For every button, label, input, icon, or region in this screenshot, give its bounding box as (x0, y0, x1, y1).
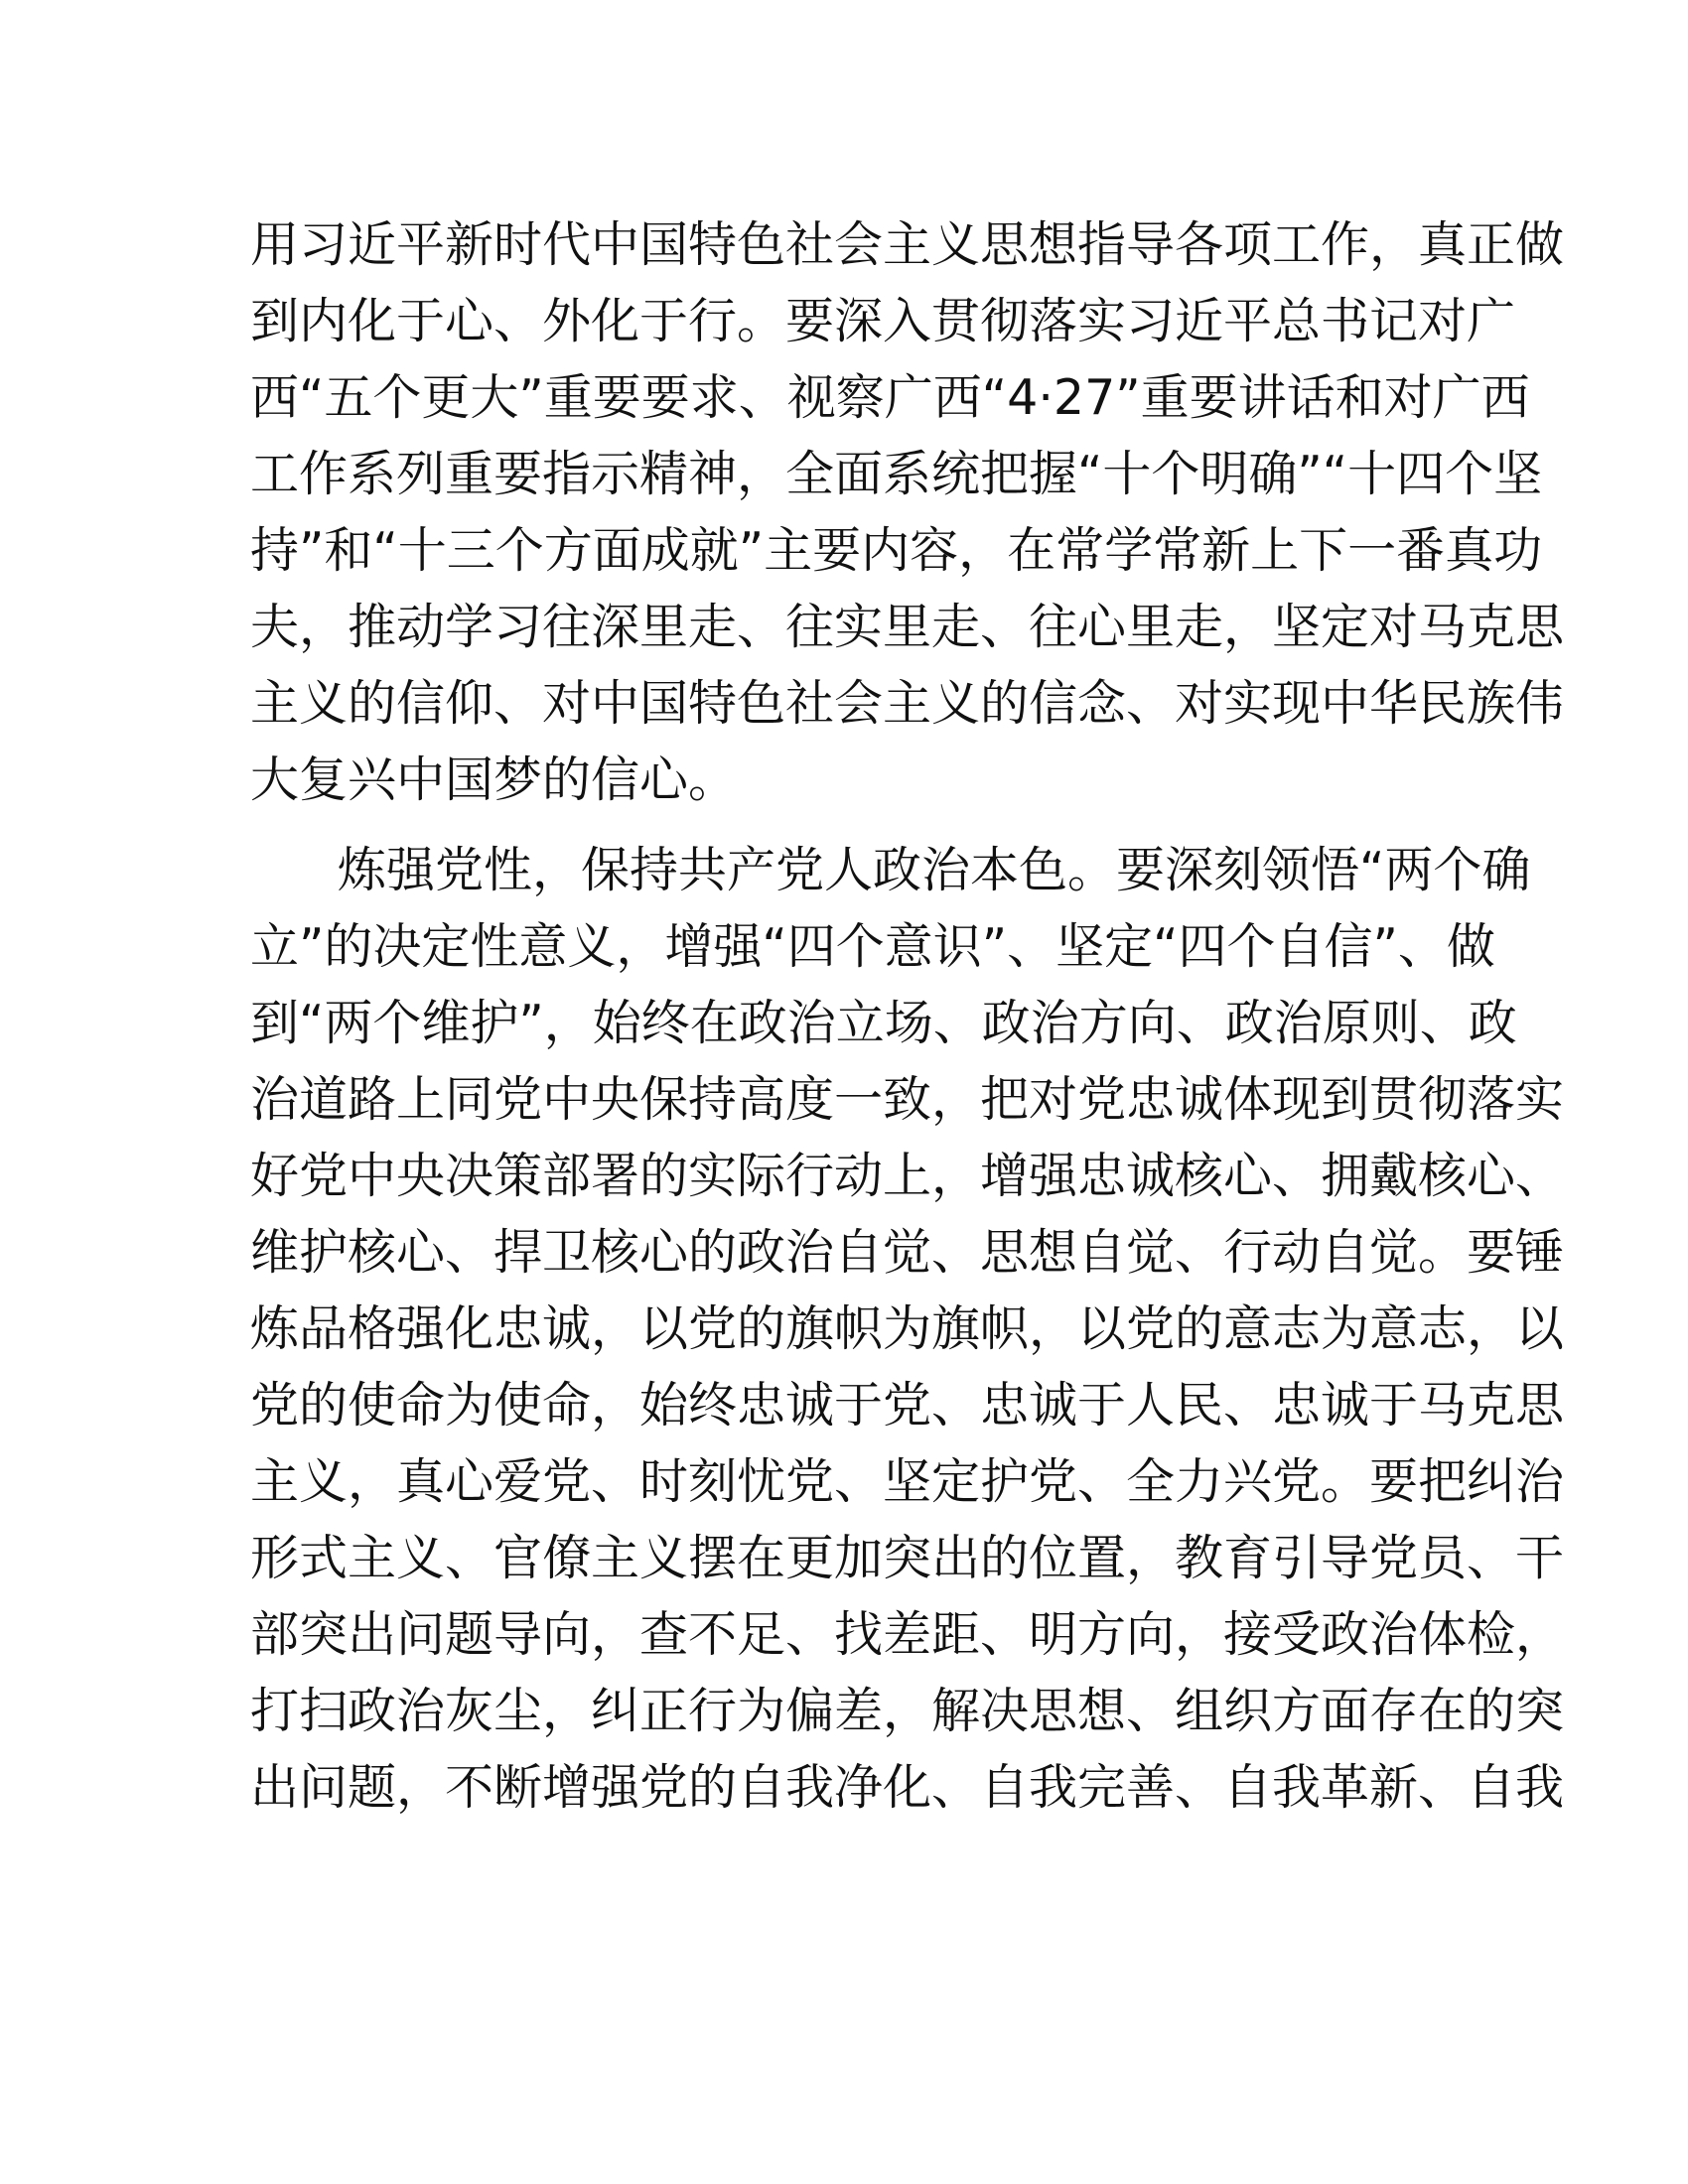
text-line: 打扫政治灰尘，纠正行为偏差，解决思想、组织方面存在的突 (250, 1683, 1565, 1739)
text-line: 到“两个维护”，始终在政治立场、政治方向、政治原则、政 (250, 995, 1517, 1051)
text-line: 治道路上同党中央保持高度一致，把对党忠诚体现到贯彻落实 (250, 1071, 1565, 1128)
text-line: 炼品格强化忠诚，以党的旗帜为旗帜，以党的意志为意志，以 (250, 1300, 1565, 1357)
text-line: 到内化于心、外化于行。要深入贯彻落实习近平总书记对广 (250, 293, 1516, 349)
text-line: 炼强党性，保持共产党人政治本色。要深刻领悟“两个确 (338, 842, 1531, 898)
text-line: 立”的决定性意义，增强“四个意识”、坚定“四个自信”、做 (250, 918, 1495, 975)
text-line: 好党中央决策部署的实际行动上，增强忠诚核心、拥戴核心、 (250, 1148, 1565, 1204)
paragraph-2 (250, 832, 1565, 1826)
paragraph-gap (250, 818, 1442, 832)
text-line: 出问题，不断增强党的自我净化、自我完善、自我革新、自我 (250, 1759, 1565, 1816)
paragraph-1 (250, 206, 1565, 818)
text-line: 夫，推动学习往深里走、往实里走、往心里走，坚定对马克思 (250, 599, 1565, 655)
text-line: 主义，真心爱党、时刻忧党、坚定护党、全力兴党。要把纠治 (250, 1453, 1565, 1510)
text-line: 西“五个更大”重要要求、视察广西“4·27”重要讲话和对广西 (250, 369, 1530, 426)
body-text (250, 206, 1565, 1826)
text-line: 部突出问题导向，查不足、找差距、明方向，接受政治体检， (250, 1606, 1565, 1663)
text-line: 持”和“十三个方面成就”主要内容，在常学常新上下一番真功 (250, 522, 1543, 579)
text-line: 大复兴中国梦的信心。 (250, 751, 738, 808)
text-line: 维护核心、捍卫核心的政治自觉、思想自觉、行动自觉。要锤 (250, 1224, 1565, 1281)
text-line: 工作系列重要指示精神，全面系统把握“十个明确”“十四个坚 (250, 446, 1543, 502)
text-line: 党的使命为使命，始终忠诚于党、忠诚于人民、忠诚于马克思 (250, 1377, 1565, 1433)
text-line: 用习近平新时代中国特色社会主义思想指导各项工作，真正做 (250, 216, 1565, 273)
text-line: 主义的信仰、对中国特色社会主义的信念、对实现中华民族伟 (250, 675, 1565, 732)
text-line: 形式主义、官僚主义摆在更加突出的位置，教育引导党员、干 (250, 1530, 1565, 1586)
